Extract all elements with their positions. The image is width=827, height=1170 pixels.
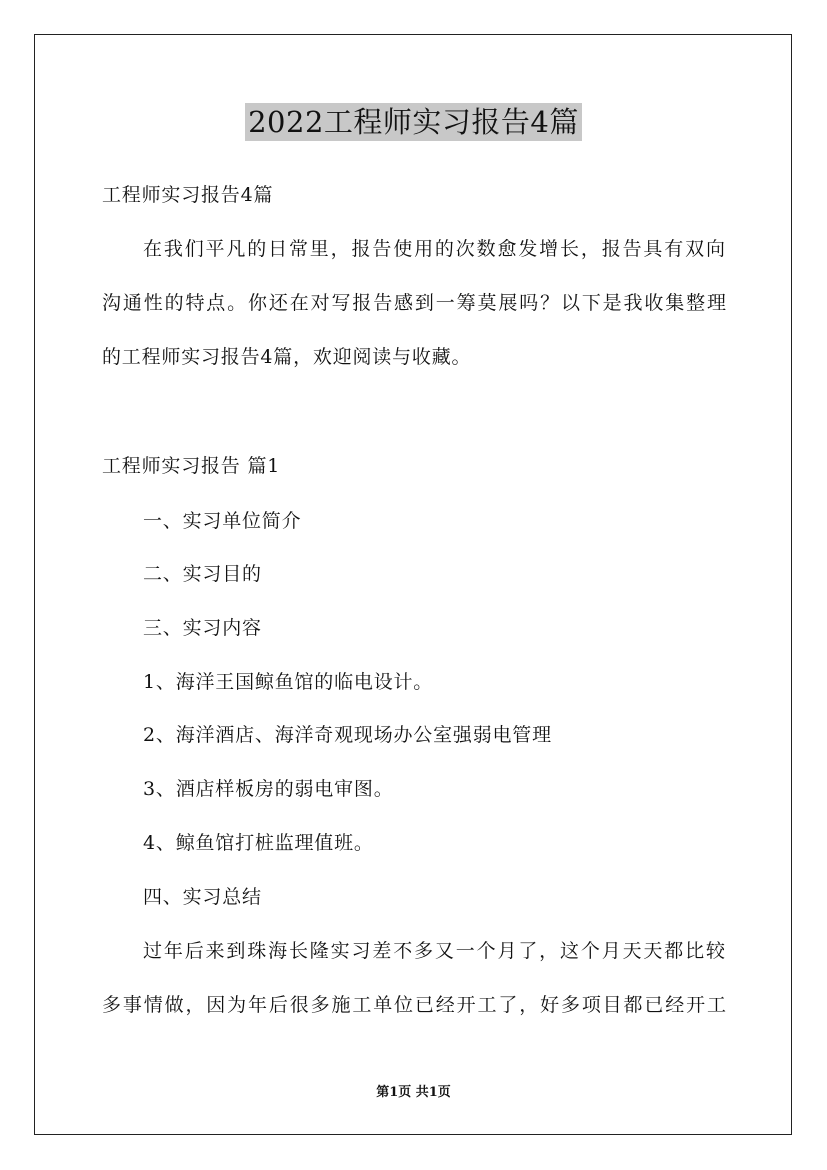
list-item: 4、鲸鱼馆打桩监理值班。: [143, 832, 374, 854]
intro-line-3: 的工程师实习报告4篇，欢迎阅读与收藏。: [102, 346, 472, 368]
list-item: 2、海洋酒店、海洋奇观现场办公室强弱电管理: [143, 724, 552, 746]
list-item: 四、实习总结: [143, 886, 262, 908]
document-title-text: 2022工程师实习报告4篇: [245, 103, 582, 141]
document-subtitle: 工程师实习报告4篇: [102, 184, 274, 206]
list-item: 1、海洋王国鲸鱼馆的临电设计。: [143, 671, 434, 693]
summary-line-2: 多事情做，因为年后很多施工单位已经开工了，好多项目都已经开工: [102, 994, 726, 1016]
page-footer: 第1页 共1页: [376, 1085, 451, 1100]
list-item: 二、实习目的: [143, 563, 262, 585]
summary-line-1: 过年后来到珠海长隆实习差不多又一个月了，这个月天天都比较: [143, 940, 725, 962]
section-heading: 工程师实习报告 篇1: [102, 455, 281, 477]
document-title: [0, 103, 827, 141]
list-item: 三、实习内容: [143, 617, 262, 639]
list-item: 3、酒店样板房的弱电审图。: [143, 778, 394, 800]
intro-line-1: 在我们平凡的日常里，报告使用的次数愈发增长，报告具有双向: [143, 238, 725, 260]
list-item: 一、实习单位简介: [143, 510, 302, 532]
intro-line-2: 沟通性的特点。你还在对写报告感到一筹莫展吗？以下是我收集整理: [102, 292, 726, 314]
